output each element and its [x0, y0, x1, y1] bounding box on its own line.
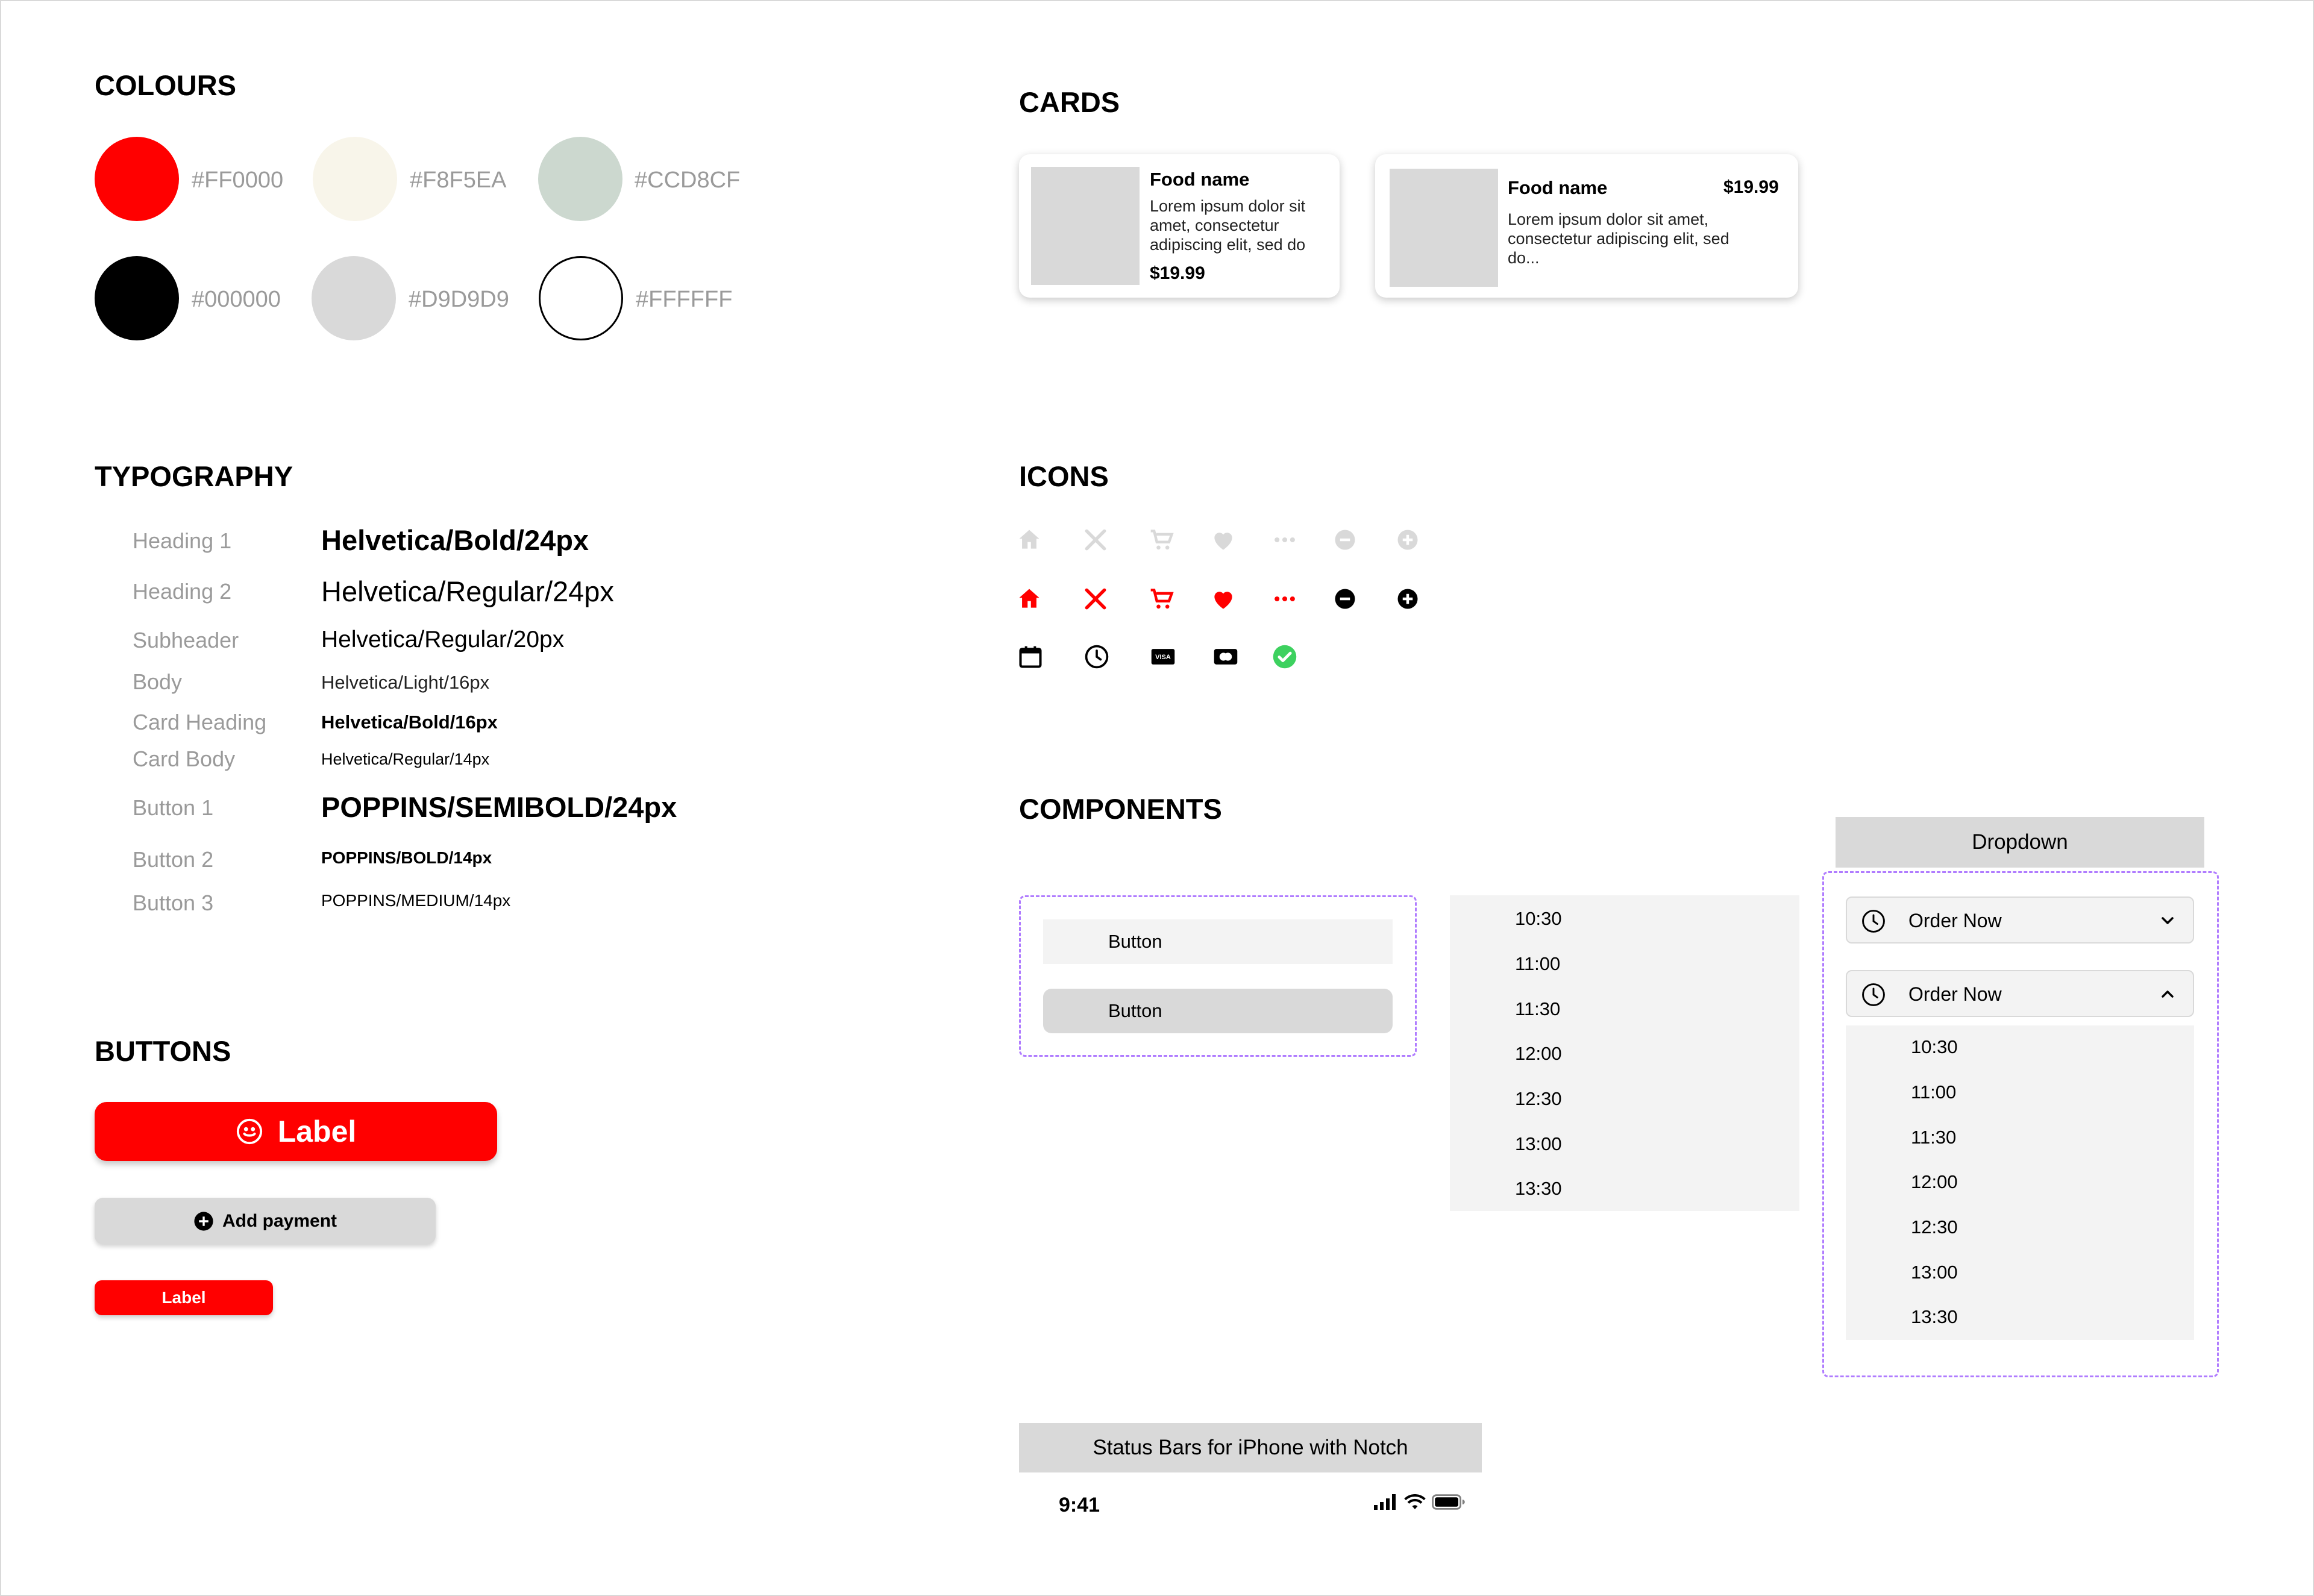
- component-button-label: Button: [1108, 931, 1162, 952]
- component-button-pressed[interactable]: [1043, 989, 1393, 1033]
- dropdown-header-label: Dropdown: [1972, 830, 2068, 854]
- time-list-item[interactable]: 12:00: [1515, 1043, 1562, 1064]
- time-list-item[interactable]: 10:30: [1515, 908, 1562, 929]
- small-label-button[interactable]: [95, 1280, 273, 1315]
- type-sample-heading2: Helvetica/Regular/24px: [321, 575, 614, 607]
- card-food-description: Lorem ipsum dolor sit amet, consectetur adipiscing elit, sed do...: [1508, 210, 1729, 267]
- more-icon[interactable]: [1271, 527, 1298, 553]
- type-sample-subheader: Helvetica/Regular/20px: [321, 627, 565, 652]
- dropdown-option[interactable]: 11:30: [1911, 1127, 1957, 1148]
- home-icon[interactable]: [1016, 586, 1043, 612]
- plus-circle-icon[interactable]: [1394, 527, 1421, 553]
- mastercard-icon[interactable]: [1212, 643, 1239, 670]
- cards-title: CARDS: [1019, 86, 1120, 118]
- swatch-black: [95, 256, 179, 340]
- dropdown-option[interactable]: 12:30: [1911, 1216, 1958, 1238]
- food-card-horizontal[interactable]: [1375, 154, 1798, 298]
- order-now-dropdown-open[interactable]: [1846, 970, 2194, 1017]
- visa-icon[interactable]: [1150, 643, 1176, 670]
- type-label-card-heading: Card Heading: [133, 710, 267, 734]
- calendar-icon[interactable]: [1017, 643, 1044, 670]
- dropdown-header: [1836, 817, 2204, 868]
- add-payment-button[interactable]: [95, 1198, 436, 1244]
- cart-icon[interactable]: [1149, 527, 1175, 553]
- plus-circle-icon: [193, 1211, 214, 1231]
- type-sample-card-heading: Helvetica/Bold/16px: [321, 712, 498, 733]
- type-sample-button1: POPPINS/SEMIBOLD/24px: [321, 791, 677, 823]
- dropdown-option[interactable]: 13:00: [1911, 1262, 1958, 1283]
- card-food-name: Food name: [1508, 177, 1608, 198]
- type-label-button3: Button 3: [133, 890, 214, 915]
- status-bar-header: [1019, 1423, 1482, 1472]
- status-indicators: [1374, 1494, 1466, 1510]
- minus-circle-icon[interactable]: [1332, 586, 1358, 612]
- swatch-cream: [313, 137, 397, 221]
- heart-icon[interactable]: [1210, 586, 1237, 612]
- type-label-heading1: Heading 1: [133, 528, 232, 553]
- heart-icon[interactable]: [1210, 527, 1237, 553]
- swatch-sage: [538, 137, 622, 221]
- svg-text:VISA: VISA: [1155, 654, 1171, 662]
- time-list-item[interactable]: 13:30: [1515, 1178, 1562, 1199]
- time-list-item[interactable]: 11:00: [1515, 953, 1561, 974]
- add-payment-label: Add payment: [222, 1210, 337, 1231]
- clock-icon: [1860, 908, 1887, 937]
- chevron-up-icon: [2158, 984, 2177, 1007]
- dropdown-label: Order Now: [1908, 983, 2002, 1005]
- battery-icon: [1432, 1494, 1466, 1510]
- check-circle-icon[interactable]: [1271, 643, 1298, 670]
- dropdown-label: Order Now: [1908, 910, 2002, 931]
- icons-title: ICONS: [1019, 460, 1109, 492]
- status-time: 9:41: [1059, 1494, 1100, 1516]
- type-label-subheader: Subheader: [133, 628, 239, 652]
- utensils-icon[interactable]: [1082, 527, 1109, 553]
- card-food-price: $19.99: [1150, 263, 1205, 283]
- dropdown-option[interactable]: 13:30: [1911, 1306, 1958, 1327]
- buttons-title: BUTTONS: [95, 1035, 231, 1067]
- card-food-price: $19.99: [1723, 177, 1779, 197]
- status-bar-header-label: Status Bars for iPhone with Notch: [1093, 1436, 1408, 1459]
- dropdown-option[interactable]: 11:00: [1911, 1081, 1957, 1103]
- swatch-red: [95, 137, 179, 221]
- type-label-button2: Button 2: [133, 847, 214, 872]
- time-list-item[interactable]: 12:30: [1515, 1088, 1562, 1109]
- small-button-label: Label: [161, 1288, 206, 1307]
- order-now-dropdown-closed[interactable]: [1846, 897, 2194, 944]
- component-button-default[interactable]: [1043, 919, 1393, 964]
- component-button-label: Button: [1108, 1000, 1162, 1021]
- time-list: [1450, 895, 1799, 1211]
- primary-button-label: Label: [277, 1115, 357, 1148]
- card-food-description: Lorem ipsum dolor sit amet, consectetur adipiscing elit, sed do: [1150, 197, 1306, 254]
- typography-title: TYPOGRAPHY: [95, 460, 293, 492]
- swatch-cream-label: #F8F5EA: [410, 167, 507, 193]
- swatch-red-label: #FF0000: [192, 167, 284, 193]
- type-label-body: Body: [133, 669, 183, 694]
- colours-title: COLOURS: [95, 69, 236, 101]
- dropdown-option[interactable]: 12:00: [1911, 1171, 1958, 1192]
- swatch-grey: [312, 256, 396, 340]
- food-image-placeholder: [1031, 167, 1140, 285]
- smiley-icon: [236, 1118, 263, 1145]
- plus-circle-icon[interactable]: [1394, 586, 1421, 612]
- time-list-item[interactable]: 11:30: [1515, 998, 1561, 1019]
- type-label-heading2: Heading 2: [133, 579, 232, 604]
- time-list-item[interactable]: 13:00: [1515, 1133, 1562, 1154]
- type-sample-heading1: Helvetica/Bold/24px: [321, 524, 589, 556]
- clock-icon: [1860, 981, 1887, 1011]
- signal-icon: [1374, 1494, 1398, 1510]
- more-icon[interactable]: [1271, 586, 1298, 612]
- type-label-card-body: Card Body: [133, 746, 236, 771]
- minus-circle-icon[interactable]: [1332, 527, 1358, 553]
- components-title: COMPONENTS: [1019, 793, 1222, 825]
- swatch-sage-label: #CCD8CF: [635, 167, 741, 193]
- card-food-name: Food name: [1150, 169, 1250, 190]
- swatch-black-label: #000000: [192, 287, 281, 312]
- type-sample-card-body: Helvetica/Regular/14px: [321, 750, 490, 768]
- swatch-white-label: #FFFFFF: [636, 287, 733, 312]
- wifi-icon: [1404, 1494, 1426, 1510]
- cart-icon[interactable]: [1149, 586, 1175, 612]
- type-label-button1: Button 1: [133, 795, 214, 820]
- swatch-grey-label: #D9D9D9: [409, 287, 509, 312]
- food-image-placeholder: [1390, 169, 1498, 287]
- type-sample-button2: POPPINS/BOLD/14px: [321, 848, 492, 867]
- food-card-vertical[interactable]: [1019, 154, 1340, 298]
- type-sample-body: Helvetica/Light/16px: [321, 672, 490, 693]
- utensils-icon[interactable]: [1082, 586, 1109, 612]
- dropdown-options-list: [1846, 1025, 2194, 1340]
- primary-label-button[interactable]: [95, 1102, 497, 1161]
- swatch-white: [539, 256, 623, 340]
- clock-icon[interactable]: [1083, 643, 1110, 670]
- chevron-down-icon: [2158, 911, 2177, 933]
- dropdown-option[interactable]: 10:30: [1911, 1036, 1958, 1057]
- type-sample-button3: POPPINS/MEDIUM/14px: [321, 891, 511, 910]
- home-icon[interactable]: [1016, 527, 1043, 553]
